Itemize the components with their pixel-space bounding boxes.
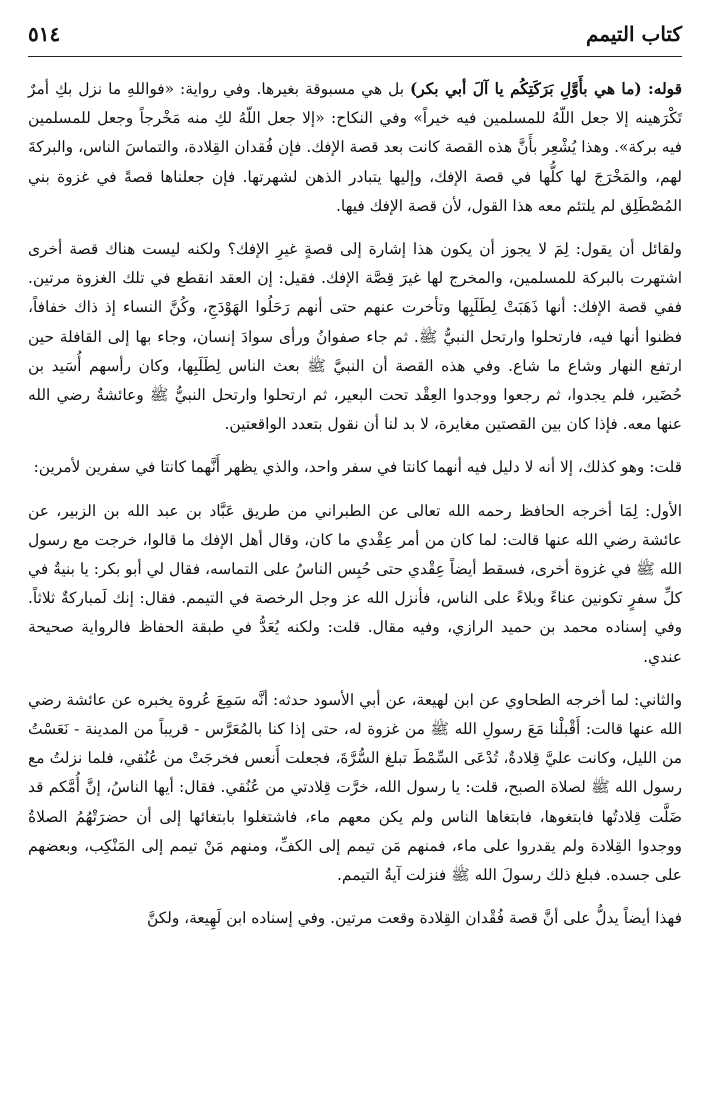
paragraph-2: [28, 235, 682, 439]
header-rule: [28, 56, 682, 57]
quoted-phrase: قوله: (ما هي بأَوَّلِ بَرَكَتِكُم يا آلَ أبي بكر): [409, 80, 682, 98]
paragraph-4: [28, 497, 682, 672]
chapter-title: كتاب التيمم: [585, 22, 682, 46]
paragraph-text: ولقائل أن يقول: لِمَ لا يجوز أن يكون هذا إشارة إلى قصةٍ غيرِ الإفك؟ ولكنه ليست هناك قصة أخرى اشتهرت بالبركة للمسلمين، والمخرج لها غيرَ قِصَّة الإفك. فقيل: إن العقد انقطع في تلك الغزوة مرتين. ففي قصة الإفك: أنها ذَهَبَتْ لِطَلَبِها وتأخرت عنهم حتى أنهم رَحَلُوا الهَوْدَجِ، وكُنَّ النساء إذ ذاك خفافاً، فظنوا أنها فيه، فارتحلوا وارتحل النبيُّ ﷺ. ثم جاء صفوانُ ورأى سوادَ إنسان، وجاء بها إلى القافلة حين ارتفع النهار وشاع ما شاع. وفي هذه القصة أن النبيَّ ﷺ بعث الناس لِطَلَبِها، وكان رأسهم أُسَيد بن حُضَير، فلم يجدوا، ثم رجعوا ووجدوا العِقْد تحت البعير، ثم ارتحلوا وارتحل النبيُّ ﷺ وعائشةُ رضي الله عنها معه. فإذا كان بين القصتين مغايرة، لا بد لنا أن نقول بتعدد الواقعتين.: [28, 240, 682, 434]
paragraph-text: فهذا أيضاً يدلُّ على أنَّ قصة فُقْدان القِلادة وقعت مرتين. وفي إسناده ابن لَهِيعة، ولكنَّ: [146, 909, 682, 928]
paragraph-5: [28, 686, 682, 890]
paragraph-text: والثاني: لما أخرجه الطحاوي عن ابن لهيعة، عن أبي الأسود حدثه: أنَّه سَمِعَ عُروة يخبره عن عائشة رضي الله عنها قالت: أَقْبلْنا مَعَ رسولِ الله ﷺ من غزوة له، حتى إذا كنا بالمُعَرَّس - قريباً من المدينة - نَعَسْتُ من الليل، وكانت عليَّ قِلادةٌ، تُدْعَى السِّمْطَ تبلغ السُّرَّةَ، فجعلت أَنعس فخرجَتْ من عُنُقي، فلما نزلتُ مع رسول الله ﷺ لصلاة الصبح، قلت: يا رسول الله، خرَّت قِلادتي من عُنُقي. فقال: أيها الناسُ، إنَّ أُمَّكم قد ضَلَّت قِلادتُها فابتغوها، فابتغاها الناس ولم يكن معهم ماء، فاشتغلوا بابتغائها إلى أن حضرَتْهُمُ الصلاةُ ووجدوا القِلادة ولم يقدروا على ماء، فمنهم مَن تيمم إلى الكفِّ، ومنهم مَنْ تيمم إلى المَنْكِب، وبعضهم على جسده. فبلغ ذلك رسولَ الله ﷺ فنزلت آيةُ التيمم.: [28, 690, 682, 885]
paragraph-3: [28, 453, 682, 482]
paragraph-text: بل هي مسبوقة بغيرها. وفي رواية: «فواللهِ ما نزل بكِ أمرٌ تَكْرَهينه إلا جعل اللّهُ للمسلمين فيه خيراً» وفي النكاح: «إلا جعل اللّهُ لكِ منه مَخْرجاً وجعل للمسلمين فيه بركة». وهذا يُشْعِر بأَنَّ هذه القصة كانت بعد قصة الإفك. فإن فُقدان القِلادة، والتماسَ الناس، والبركةَ لهم، والمَخْرَجَ لها كلُّها في قصة الإفك، وإليها يتبادر الذهن لشهرتها. فإن جعلناها قصةً في غزوة بني المُصْطَلِق لم يلتئم معه هذا القول، لأن قصة الإفك فيها.: [28, 80, 682, 215]
paragraph-text: قلت: وهو كذلك، إلا أنه لا دليل فيه أنهما كانتا في سفر واحد، والذي يظهر أَنَّهما كانتا في سفرين لأمرين:: [33, 458, 682, 477]
paragraph-text: الأول: لِمَا أخرجه الحافظ رحمه الله تعالى عن الطبراني من طريق عَبَّاد بن عبد الله بن الزبير، عن عائشة رضي الله عنها قالت: لما كان من أمر عِقْدي ما كان، وقال أهل الإفك ما قالوا، خرجت مع رسول الله ﷺ في غزوة أخرى، فسقط أيضاً عِقْدي حتى حُبِس الناسُ على التماسه، فقال لي أبو بكر: يا بنيةُ في كلِّ سفرٍ تكونين عناءً وبلاءً على الناس، فأنزل الله عز وجل الرخصة في التيمم. فقال: إنك لَمباركةٌ ثلاثاً. وفي إسناده محمد بن حميد الرازي، وفيه مقال. قلت: ولكنه يُعَدُّ في طبقة الحفاظ فالرواية صحيحة عندي.: [28, 501, 682, 666]
paragraph-1: [28, 75, 682, 221]
page-header: [28, 22, 682, 54]
page-number: ٥١٤: [28, 22, 61, 46]
paragraph-6: [28, 904, 682, 933]
